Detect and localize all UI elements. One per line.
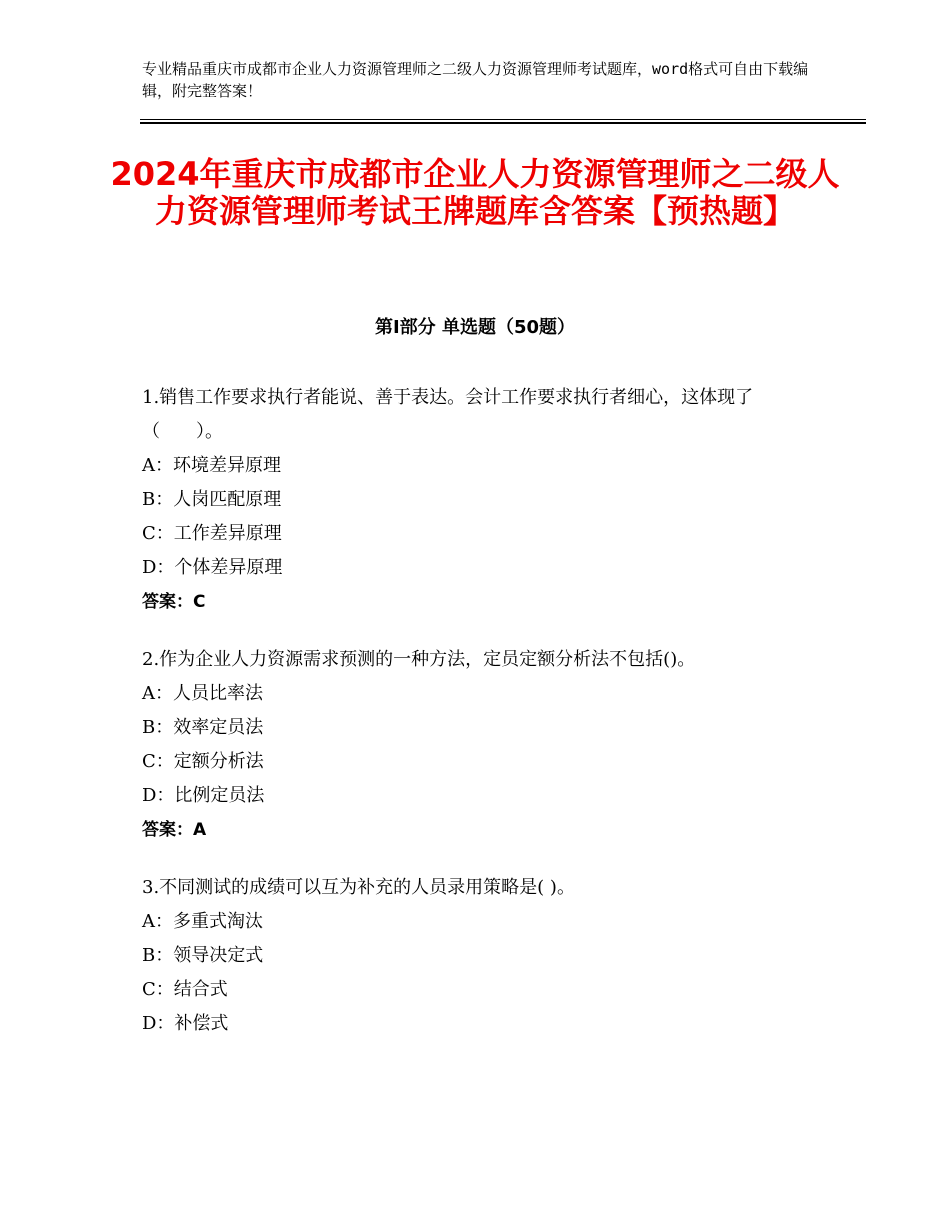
option-a: A：人员比率法 bbox=[142, 683, 263, 704]
option-b: B：人岗匹配原理 bbox=[142, 489, 282, 510]
question-1 bbox=[142, 381, 792, 619]
option-d: D：补偿式 bbox=[142, 1013, 229, 1034]
option-c: C：工作差异原理 bbox=[142, 523, 282, 544]
document-title: 2024年重庆市成都市企业人力资源管理师之二级人力资源管理师考试王牌题库含答案【预热题】 bbox=[110, 155, 840, 230]
question-stem: 3.不同测试的成绩可以互为补充的人员录用策略是( )。 bbox=[142, 877, 575, 898]
question-list bbox=[142, 381, 792, 1065]
option-c: C：定额分析法 bbox=[142, 751, 264, 772]
option-a: A：环境差异原理 bbox=[142, 455, 281, 476]
option-b: B：效率定员法 bbox=[142, 717, 264, 738]
option-d: D：个体差异原理 bbox=[142, 557, 283, 578]
question-2 bbox=[142, 643, 792, 847]
option-a: A：多重式淘汰 bbox=[142, 911, 263, 932]
answer-label: 答案：C bbox=[142, 592, 206, 612]
question-3 bbox=[142, 871, 792, 1041]
option-c: C：结合式 bbox=[142, 979, 228, 1000]
header-divider-thin bbox=[140, 119, 866, 120]
question-stem: 1.销售工作要求执行者能说、善于表达。会计工作要求执行者细心，这体现了（ ）。 bbox=[142, 387, 754, 442]
header-note: 专业精品重庆市成都市企业人力资源管理师之二级人力资源管理师考试题库，word格式可自由下载编辑，附完整答案！ bbox=[142, 60, 809, 100]
header-divider-thick bbox=[140, 122, 866, 124]
section-heading: 第Ⅰ部分 单选题（50题） bbox=[374, 317, 575, 338]
option-d: D：比例定员法 bbox=[142, 785, 265, 806]
question-stem: 2.作为企业人力资源需求预测的一种方法，定员定额分析法不包括()。 bbox=[142, 649, 696, 670]
option-b: B：领导决定式 bbox=[142, 945, 264, 966]
answer-label: 答案：A bbox=[142, 820, 207, 840]
